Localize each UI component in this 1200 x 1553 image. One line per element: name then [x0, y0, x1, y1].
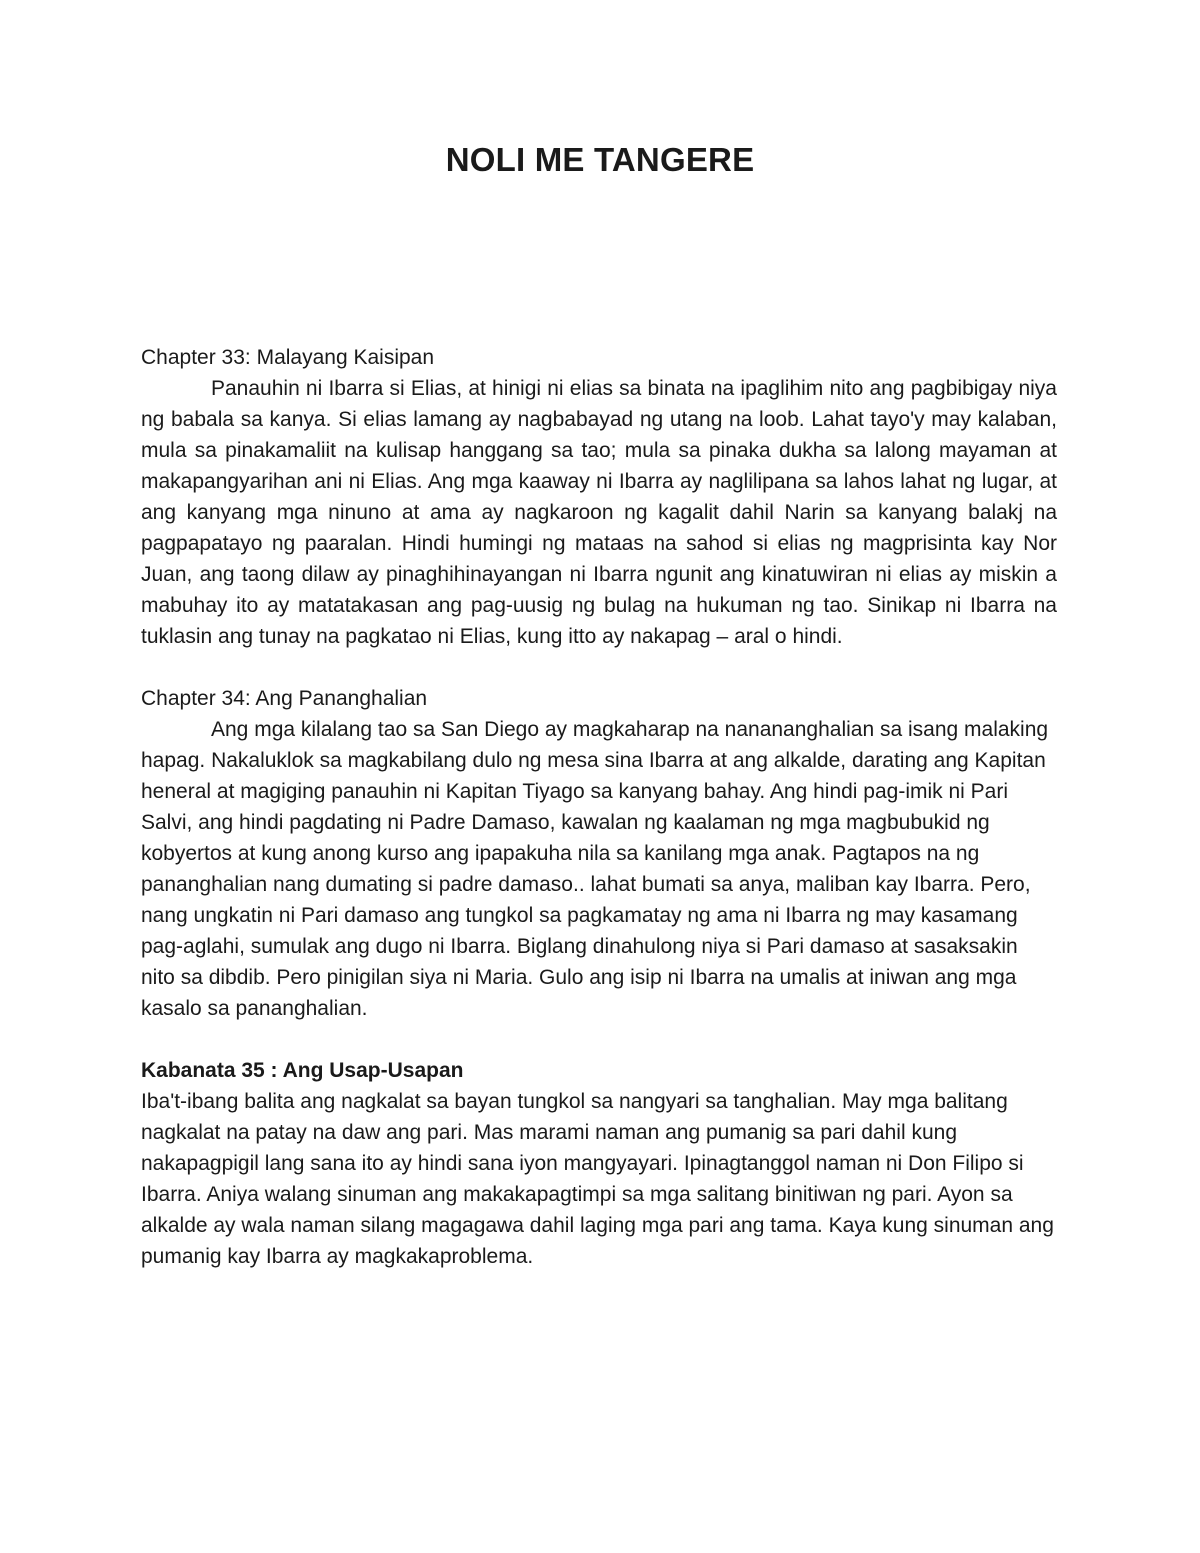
document-title: NOLI ME TANGERE: [445, 141, 755, 178]
section-heading: Kabanata 35 : Ang Usap-Usapan: [141, 1059, 464, 1082]
section-spacer: [141, 652, 1057, 683]
document-content: [141, 342, 1057, 1272]
section-chapter-34: [141, 683, 1057, 1024]
section-paragraph: Ang mga kilalang tao sa San Diego ay magkaharap na nanananghalian sa isang malaking hapag. Nakaluklok sa magkabilang dulo ng mesa sina Ibarra at ang alkalde, darating ang Kapitan heneral at magiging panauhin ni Kapitan Tiyago sa kanyang bahay. Ang hindi pag-imik ni Pari Salvi, ang hindi pagdating ni Padre Damaso, kawalan ng kaalaman ng mga magbubukid ng kobyertos at kung anong kurso ang ipapakuha nila sa kanilang mga anak. Pagtapos na ng pananghalian nang dumating si padre damaso.. lahat bumati sa anya, maliban kay Ibarra. Pero, nang ungkatin ni Pari damaso ang tungkol sa pagkamatay ng ama ni Ibarra ng may kasamang pag-aglahi, sumulak ang dugo ni Ibarra. Biglang dinahulong niya si Pari damaso at sasaksakin nito sa dibdib. Pero pinigilan siya ni Maria. Gulo ang isip ni Ibarra na umalis at iniwan ang mga kasalo sa pananghalian.: [141, 718, 1049, 1020]
section-paragraph: Iba't-ibang balita ang nagkalat sa bayan tungkol sa nangyari sa tanghalian. May mga balitang nagkalat na patay na daw ang pari. Mas marami naman ang pumanig sa pari dahil kung nakapagpigil lang sana ito ay hindi sana iyon mangyayari. Ipinagtanggol naman ni Don Filipo si Ibarra. Aniya walang sinuman ang makakapagtimpi sa mga salitang binitiwan ng pari. Ayon sa alkalde ay wala naman silang magagawa dahil laging mga pari ang tama. Kaya kung sinuman ang pumanig kay Ibarra ay magkakaproblema.: [141, 1090, 1054, 1268]
section-heading: Chapter 34: Ang Pananghalian: [141, 687, 428, 710]
section-heading: Chapter 33: Malayang Kaisipan: [141, 346, 435, 369]
section-paragraph: Panauhin ni Ibarra si Elias, at hinigi ni elias sa binata na ipaglihim nito ang pagbibigay niya ng babala sa kanya. Si elias lamang ay nagbabayad ng utang na loob. Lahat tayo'y may kalaban, mula sa pinakamaliit na kulisap hanggang sa tao; mula sa pinaka dukha sa lalong mayaman at makapangyarihan ani ni Elias. Ang mga kaaway ni Ibarra ay naglilipana sa lahos lahat ng lugar, at ang kanyang mga ninuno at ama ay nagkaroon ng kagalit dahil Narin sa kanyang balakj na pagpapatayo ng paaralan. Hindi humingi ng mataas na sahod si elias ng magprisinta kay Nor Juan, ang taong dilaw ay pinaghihinayangan ni Ibarra ngunit ang kinatuwiran ni elias ay miskin a mabuhay ito ay matatakasan ang pag-uusig ng bulag na hukuman ng tao. Sinikap ni Ibarra na tuklasin ang tunay na pagkatao ni Elias, kung itto ay nakapag – aral o hindi.: [141, 377, 1057, 648]
section-spacer: [141, 1024, 1057, 1055]
section-chapter-33: [141, 342, 1057, 652]
section-kabanata-35: [141, 1055, 1057, 1272]
